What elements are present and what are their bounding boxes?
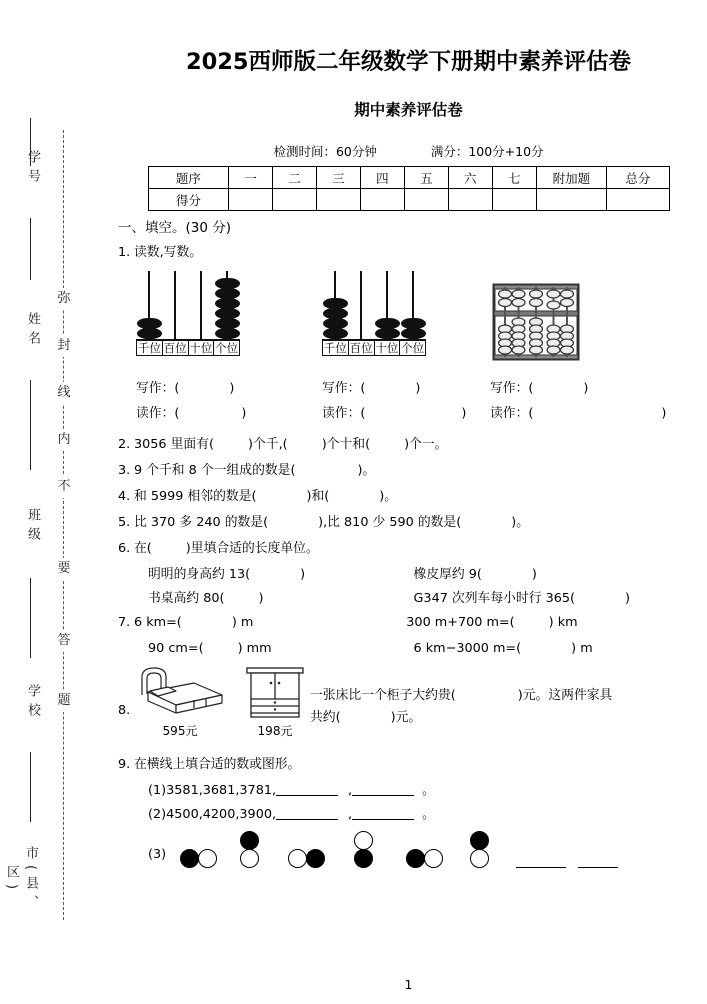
bead	[323, 318, 348, 329]
q7-r2-right-unit: ) m	[571, 640, 593, 656]
abacus-1-place-labels	[137, 341, 239, 355]
score-cell-6[interactable]	[448, 189, 492, 211]
bead	[323, 298, 348, 309]
question-6-item-1-left	[148, 563, 414, 587]
place-label-hundreds: 百位	[349, 340, 373, 355]
seal-char-6: 要	[55, 558, 73, 580]
q8-line2-a: 共约(	[310, 709, 341, 725]
question-9	[118, 753, 698, 777]
score-cell-1[interactable]	[229, 189, 273, 211]
score-cell-2[interactable]	[273, 189, 317, 211]
bead	[323, 328, 348, 339]
circle-hollow	[470, 849, 489, 868]
score-col-total: 总分	[607, 167, 669, 189]
score-cell-4[interactable]	[360, 189, 404, 211]
abacus-2-rods	[322, 269, 426, 339]
score-table-wrapper	[148, 166, 670, 211]
write-close-3: )	[583, 380, 589, 396]
circle-pair-1	[180, 831, 222, 873]
question-4-number: 4.	[118, 488, 131, 504]
circle-hollow	[288, 849, 307, 868]
bead	[215, 278, 240, 289]
seal-char-5: 不	[55, 476, 73, 498]
seal-char-1: 弥	[55, 288, 73, 310]
read-label-2	[322, 405, 467, 421]
question-7-item-2-right	[414, 637, 698, 661]
place-label-thousands: 千位	[137, 340, 161, 355]
circle-pair-4	[350, 831, 392, 873]
bed-image	[132, 665, 228, 738]
q9-sub2-label: (2)	[148, 806, 167, 822]
question-3-number: 3.	[118, 462, 131, 478]
suanpan-svg	[490, 271, 582, 371]
abacus-1-rods	[136, 269, 240, 339]
bead	[215, 288, 240, 299]
write-close-2: )	[415, 380, 421, 396]
bead	[215, 318, 240, 329]
question-4	[118, 485, 698, 509]
question-6-number: 6.	[118, 540, 131, 556]
question-3	[118, 459, 698, 483]
q9-sub1-label: (1)	[148, 782, 167, 798]
question-5-number: 5.	[118, 514, 131, 530]
q7-r2-right-text: 6 km−3000 m=(	[413, 640, 522, 656]
question-9-sub-3	[118, 829, 698, 875]
q9-sub2-comma: ,	[348, 806, 353, 822]
q8-line1-b: )元。这两件家具	[517, 687, 613, 703]
score-cell-5[interactable]	[404, 189, 448, 211]
page-subtitle: 期中素养评估卷	[354, 101, 463, 119]
seal-char-2: 封	[55, 335, 73, 357]
question-9-text: 在横线上填合适的数或图形。	[134, 756, 301, 772]
place-label-ones: 个位	[215, 340, 239, 355]
question-1	[118, 241, 698, 265]
circle-pair-3	[288, 831, 330, 873]
circle-filled	[306, 849, 325, 868]
exam-duration-label: 检测时间：60分钟	[273, 144, 377, 159]
question-2-number: 2.	[118, 436, 131, 452]
score-col-1: 一	[229, 167, 273, 189]
read-text-3: 读作：(	[490, 405, 534, 421]
seal-field-student-id: 学号	[25, 150, 40, 188]
score-col-7: 七	[492, 167, 536, 189]
q9-sub3-blank-1[interactable]	[516, 867, 566, 868]
circle-filled	[180, 849, 199, 868]
abacus-2-beads-thousands	[322, 299, 348, 339]
read-text-1: 读作：(	[136, 405, 180, 421]
bead	[401, 318, 426, 329]
place-label-hundreds: 百位	[163, 340, 187, 355]
question-7-item-2-left	[148, 637, 414, 661]
place-label-tens: 十位	[189, 340, 213, 355]
score-cell-total[interactable]	[607, 189, 669, 211]
q8-line2-b: )元。	[390, 709, 422, 725]
q6-r1-right-text: 橡皮厚约 9(	[413, 566, 482, 582]
write-read-answer-rows	[118, 380, 698, 433]
question-8	[118, 665, 698, 753]
seal-rule-4	[30, 578, 31, 658]
q7-r1-right-text: 300 m+700 m=(	[406, 614, 515, 630]
write-label-2	[322, 380, 421, 396]
abacus-1-rod-tens	[200, 271, 202, 339]
q9-sub1-numbers: 3581,3681,3781,	[166, 782, 277, 798]
score-cell-3[interactable]	[317, 189, 361, 211]
question-2-part-3: )个十和(	[321, 436, 371, 452]
bead	[401, 328, 426, 339]
q6-r2-right-close: )	[625, 590, 630, 606]
question-5-part-1: 比 370 多 240 的数是(	[134, 514, 269, 530]
circle-pair-2	[236, 831, 278, 873]
q7-r2-left-text: 90 cm=(	[148, 640, 204, 656]
q6-r2-left-close: )	[258, 590, 264, 606]
circle-hollow	[240, 849, 259, 868]
abacus-2	[322, 269, 426, 356]
question-6	[118, 537, 698, 561]
seal-field-name: 姓名	[25, 312, 40, 350]
question-6-row-1	[118, 563, 698, 587]
q8-line1-a: 一张床比一个柜子大约贵(	[310, 687, 456, 703]
seal-rule-2	[30, 218, 31, 280]
score-table-row-label-score: 得分	[148, 189, 229, 211]
q9-sub3-label: (3)	[148, 846, 167, 862]
circle-filled	[240, 831, 259, 850]
abacus-1-beads-thousands	[136, 319, 162, 339]
read-close-2: )	[461, 405, 467, 421]
score-table	[148, 166, 670, 211]
seal-field-city-district: 市(县、区)	[4, 845, 38, 915]
abacus-1	[136, 269, 240, 356]
abacus-diagram-row	[118, 269, 698, 381]
q6-r1-right-close: )	[531, 566, 537, 582]
q9-sub1-blank-1[interactable]	[276, 782, 338, 796]
suanpan-abacus-icon	[490, 271, 582, 371]
question-6-stem-1: 在(	[134, 540, 152, 556]
bead	[215, 308, 240, 319]
bead	[215, 298, 240, 309]
cabinet-image	[244, 665, 306, 738]
place-label-ones: 个位	[401, 340, 425, 355]
score-col-extra: 附加题	[536, 167, 606, 189]
q6-r2-left-text: 书桌高约 80(	[148, 590, 225, 606]
score-col-6: 六	[448, 167, 492, 189]
table-row-question-order	[148, 167, 669, 189]
write-label-1	[136, 380, 235, 396]
seal-dashed-line	[63, 130, 64, 920]
bead	[323, 308, 348, 319]
score-col-5: 五	[404, 167, 448, 189]
circle-hollow	[424, 849, 443, 868]
score-table-row-label-order: 题序	[148, 167, 229, 189]
seal-char-3: 线	[55, 382, 73, 404]
circle-pair-5	[406, 831, 448, 873]
table-row-score	[148, 189, 669, 211]
abacus-2-beads-tens	[374, 319, 400, 339]
question-3-part-1: 9 个千和 8 个一组成的数是(	[134, 462, 296, 478]
seal-sidebar	[0, 0, 110, 1004]
write-text-2: 写作：(	[322, 380, 366, 396]
question-5	[118, 511, 698, 535]
bead	[137, 328, 162, 339]
seal-field-school: 学校	[25, 684, 40, 722]
seal-field-class: 班级	[25, 508, 40, 546]
question-4-part-1: 和 5999 相邻的数是(	[134, 488, 257, 504]
score-cell-7[interactable]	[492, 189, 536, 211]
cabinet-icon	[244, 665, 306, 721]
q9-sub1-end: 。	[422, 782, 435, 798]
question-6-item-2-left	[148, 587, 414, 611]
bed-price-label: 595元	[162, 724, 198, 739]
abacus-1-rod-hundreds	[174, 271, 176, 339]
question-9-sub-1	[118, 779, 698, 803]
question-9-number: 9.	[118, 756, 131, 772]
q9-sub3-blank-2[interactable]	[578, 867, 618, 868]
score-col-3: 三	[317, 167, 361, 189]
section-heading-fill-in-blanks: 一、填空。(30 分)	[118, 220, 232, 236]
question-6-item-1-right	[414, 563, 698, 587]
exam-total-score-label: 满分：100分+10分	[430, 144, 544, 159]
question-6-row-2	[118, 587, 698, 611]
question-2	[118, 433, 698, 457]
question-8-line-2	[310, 707, 612, 729]
seal-char-7: 答	[55, 630, 73, 652]
question-7-number: 7.	[118, 614, 131, 630]
abacus-1-beads-ones	[214, 279, 240, 339]
write-close-1: )	[229, 380, 235, 396]
write-text-1: 写作：(	[136, 380, 180, 396]
question-8-number: 8.	[118, 702, 131, 718]
exam-meta-line	[110, 142, 707, 160]
q7-r1-left-unit: ) m	[231, 614, 254, 630]
question-7-item-1-left	[134, 611, 406, 635]
question-3-part-2: )。	[357, 462, 376, 478]
abacus-2-beads-ones	[400, 319, 426, 339]
question-7-item-1-right	[406, 611, 698, 635]
question-5-part-3: )。	[511, 514, 530, 530]
bead	[215, 328, 240, 339]
write-text-3: 写作：(	[490, 380, 534, 396]
seal-rule-5	[30, 752, 31, 822]
q7-r2-left-unit: ) mm	[237, 640, 272, 656]
q6-r2-right-text: G347 次列车每小时行 365(	[413, 590, 575, 606]
question-9-sub-2	[118, 803, 698, 827]
bead	[375, 318, 400, 329]
read-close-1: )	[241, 405, 247, 421]
circle-hollow	[354, 831, 373, 850]
abacus-2-rod-hundreds	[360, 271, 362, 339]
question-7-row-2	[118, 637, 698, 661]
question-7-row-1	[118, 611, 698, 635]
question-6-stem-2: )里填合适的长度单位。	[185, 540, 319, 556]
bed-icon	[132, 665, 228, 721]
read-label-1	[136, 405, 247, 421]
read-label-3	[490, 405, 667, 421]
abacus-2-frame	[322, 339, 426, 356]
read-close-3: )	[661, 405, 667, 421]
q9-sub2-blank-1[interactable]	[276, 806, 338, 820]
seal-rule-3	[30, 380, 31, 470]
abacus-2-place-labels	[323, 341, 425, 355]
question-4-part-2: )和(	[306, 488, 330, 504]
circle-filled	[354, 849, 373, 868]
question-2-part-4: )个一。	[404, 436, 448, 452]
circle-filled	[470, 831, 489, 850]
q7-r1-left-text: 6 km=(	[134, 614, 182, 630]
question-2-part-1: 3056 里面有(	[134, 436, 215, 452]
question-6-item-2-right	[414, 587, 698, 611]
q9-sub2-numbers: 4500,4200,3900,	[166, 806, 277, 822]
q9-sub2-end: 。	[422, 806, 435, 822]
read-text-2: 读作：(	[322, 405, 366, 421]
seal-char-4: 内	[55, 429, 73, 451]
place-label-tens: 十位	[375, 340, 399, 355]
page-number: 1	[404, 977, 413, 992]
circle-hollow	[198, 849, 217, 868]
score-col-4: 四	[360, 167, 404, 189]
q9-sub1-blank-2[interactable]	[352, 782, 414, 796]
write-label-3	[490, 380, 589, 396]
question-2-part-2: )个千,(	[248, 436, 288, 452]
circle-filled	[406, 849, 425, 868]
question-1-number: 1.	[118, 244, 131, 260]
bead	[375, 328, 400, 339]
question-content	[118, 222, 698, 875]
question-1-text: 读数,写数。	[134, 244, 203, 260]
q6-r1-left-text: 明明的身高约 13(	[148, 566, 251, 582]
question-8-line-1	[310, 685, 612, 707]
cabinet-price-label: 198元	[257, 724, 293, 739]
q7-r1-right-unit: ) km	[548, 614, 578, 630]
question-8-text	[310, 685, 612, 729]
q9-sub1-comma: ,	[348, 782, 353, 798]
seal-char-8: 题	[55, 690, 73, 712]
abacus-1-frame	[136, 339, 240, 356]
question-5-part-2: ),比 810 少 590 的数是(	[318, 514, 462, 530]
exam-page-body	[110, 0, 707, 1004]
circle-pair-6	[466, 831, 508, 873]
q6-r1-left-close: )	[300, 566, 306, 582]
score-col-2: 二	[273, 167, 317, 189]
place-label-thousands: 千位	[323, 340, 347, 355]
bead	[137, 318, 162, 329]
page-title: 2025西师版二年级数学下册期中素养评估卷	[185, 49, 632, 75]
question-4-part-3: )。	[379, 488, 398, 504]
q9-sub2-blank-2[interactable]	[352, 806, 414, 820]
score-cell-extra[interactable]	[536, 189, 606, 211]
